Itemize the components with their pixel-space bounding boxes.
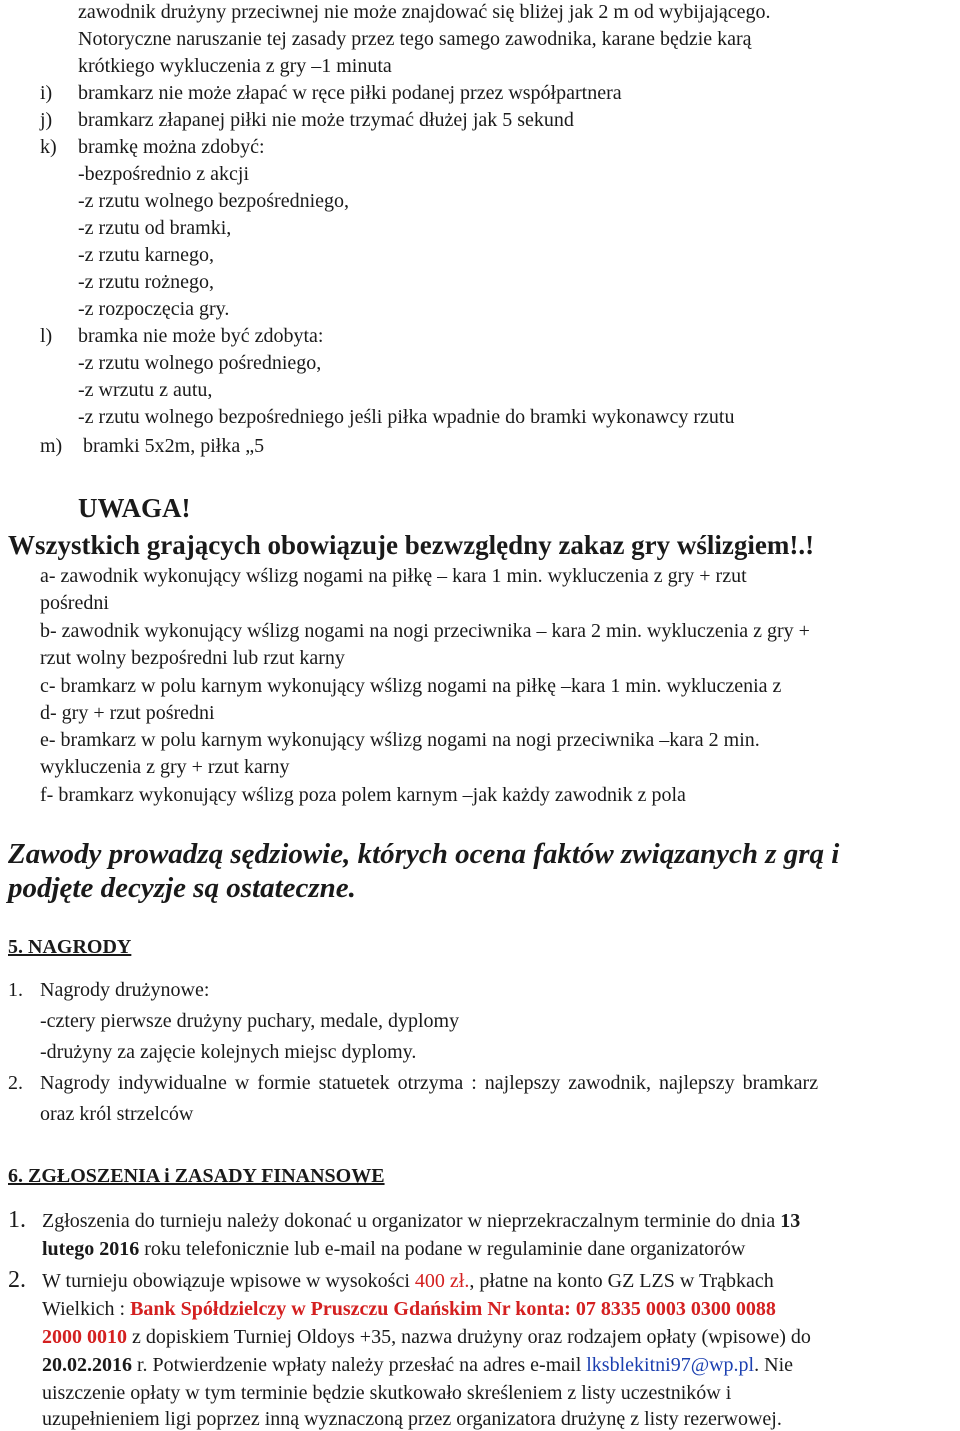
list-item: -z rzutu wolnego pośredniego, <box>78 352 322 374</box>
referees-statement: podjęte decyzje są ostateczne. <box>8 872 356 904</box>
rule-label: l) <box>40 325 53 347</box>
list-number: 2. <box>8 1267 26 1293</box>
prize-individual: Nagrody indywidualne w formie statuetek otrzyma : najlepszy zawodnik, najlepszy bramkarz <box>40 1072 819 1094</box>
rule-text: bramka nie może być zdobyta: <box>78 325 324 347</box>
list-item: -z rzutu wolnego bezpośredniego, <box>78 190 350 212</box>
rule-label: i) <box>40 82 53 104</box>
slide-rule-line: wykluczenia z gry + rzut karny <box>40 756 290 778</box>
fee-text-e: r. Potwierdzenie wpłaty należy przesłać na adres e-mail <box>132 1354 587 1376</box>
list-item: -cztery pierwsze drużyny puchary, medale, dyplomy <box>40 1010 460 1032</box>
list-item: -z rzutu karnego, <box>78 244 215 266</box>
fee-text <box>42 1325 811 1349</box>
section-heading: 5. NAGRODY <box>8 936 132 958</box>
intro-line: krótkiego wykluczenia z gry –1 minuta <box>78 55 392 77</box>
fee-deadline: 20.02.2016 <box>42 1354 132 1376</box>
slide-rule-line: e- bramkarz w polu karnym wykonujący wślizg nogami na nogi przeciwnika –kara 2 min. <box>40 729 760 751</box>
fee-text-a: W turnieju obowiązuje wpisowe w wysokości <box>42 1270 415 1292</box>
fee-text-b: , płatne na konto GZ LZS w Trąbkach <box>469 1270 774 1292</box>
list-number: 1. <box>8 979 23 1001</box>
fee-text <box>42 1269 774 1293</box>
slide-ban-heading: Wszystkich grających obowiązuje bezwzględny zakaz gry wślizgiem!.! <box>8 530 815 560</box>
list-item: -z rozpoczęcia gry. <box>78 298 230 320</box>
fee-text-d: z dopiskiem Turniej Oldoys +35, nazwa drużyny oraz rodzajem opłaty (wpisowe) do <box>127 1326 811 1348</box>
bank-account: Bank Spółdzielczy w Pruszczu Gdańskim Nr konta: 07 8335 0003 0300 0088 <box>130 1298 776 1320</box>
fee-text-c: Wielkich : <box>42 1298 131 1320</box>
rule-label: m) <box>40 435 63 457</box>
intro-line: zawodnik drużyny przeciwnej nie może znajdować się bliżej jak 2 m od wybijającego. <box>78 1 771 23</box>
prize-individual: oraz król strzelców <box>40 1103 194 1125</box>
registration-deadline: lutego 2016 <box>42 1238 140 1260</box>
list-number: 2. <box>8 1072 23 1094</box>
list-item: -bezpośrednio z akcji <box>78 163 250 185</box>
list-item: -z rzutu od bramki, <box>78 217 232 239</box>
rule-text: bramkarz złapanej piłki nie może trzymać dłużej jak 5 sekund <box>78 109 574 131</box>
section-heading: 6. ZGŁOSZENIA i ZASADY FINANSOWE <box>8 1165 385 1187</box>
list-item: -z rzutu wolnego bezpośredniego jeśli piłka wpadnie do bramki wykonawcy rzutu <box>78 406 735 428</box>
rule-label: j) <box>40 109 53 131</box>
bank-account-end: 2000 0010 <box>42 1326 127 1348</box>
registration-day: 13 <box>780 1210 801 1232</box>
registration-text-d: roku telefonicznie lub e-mail na podane w regulaminie dane organizatorów <box>139 1238 746 1260</box>
slide-rule-line: rzut wolny bezpośredni lub rzut karny <box>40 647 345 669</box>
slide-rule-line: c- bramkarz w polu karnym wykonujący wślizg nogami na piłkę –kara 1 min. wykluczenia z <box>40 675 782 697</box>
registration-text <box>42 1237 745 1261</box>
slide-rule-line: pośredni <box>40 592 109 614</box>
email-link[interactable]: lksblekitni97@wp.pl <box>586 1354 755 1376</box>
registration-text-a: Zgłoszenia do turnieju należy dokonać u organizator w nieprzekraczalnym terminie do dnia <box>42 1210 781 1232</box>
fee-text <box>42 1297 776 1321</box>
list-item: -z rzutu rożnego, <box>78 271 215 293</box>
list-number: 1. <box>8 1207 26 1233</box>
referees-statement: Zawody prowadzą sędziowie, których ocena faktów związanych z grą i <box>8 838 840 870</box>
rule-text: bramkę można zdobyć: <box>78 136 265 158</box>
fee-text: uzupełnieniem ligi poprzez inną wyznaczoną przez organizatora drużynę z listy rezerwowej. <box>42 1408 782 1430</box>
fee-amount: 400 zł. <box>414 1270 470 1292</box>
list-item: -z wrzutu z autu, <box>78 379 213 401</box>
slide-rule-line: d- gry + rzut pośredni <box>40 702 215 724</box>
fee-text: uiszczenie opłaty w tym terminie będzie skutkowało skreśleniem z listy uczestników i <box>42 1382 732 1404</box>
rule-label: k) <box>40 136 57 158</box>
intro-line: Notoryczne naruszanie tej zasady przez tego samego zawodnika, karane będzie karą <box>78 28 752 50</box>
prize-team-title: Nagrody drużynowe: <box>40 979 210 1001</box>
slide-rule-line: a- zawodnik wykonujący wślizg nogami na piłkę – kara 1 min. wykluczenia z gry + rzut <box>40 565 747 587</box>
slide-rule-line: f- bramkarz wykonujący wślizg poza polem karnym –jak każdy zawodnik z pola <box>40 784 686 806</box>
rule-text: bramkarz nie może złapać w ręce piłki podanej przez współpartnera <box>78 82 622 104</box>
list-item: -drużyny za zajęcie kolejnych miejsc dyplomy. <box>40 1041 417 1063</box>
rule-text: bramki 5x2m, piłka „5 <box>83 435 265 457</box>
fee-text-f: . Nie <box>754 1354 794 1376</box>
registration-text <box>42 1209 800 1233</box>
slide-rule-line: b- zawodnik wykonujący wślizg nogami na nogi przeciwnika – kara 2 min. wykluczenia z gry + <box>40 620 810 642</box>
fee-text <box>42 1353 793 1377</box>
warning-heading: UWAGA! <box>78 493 191 523</box>
